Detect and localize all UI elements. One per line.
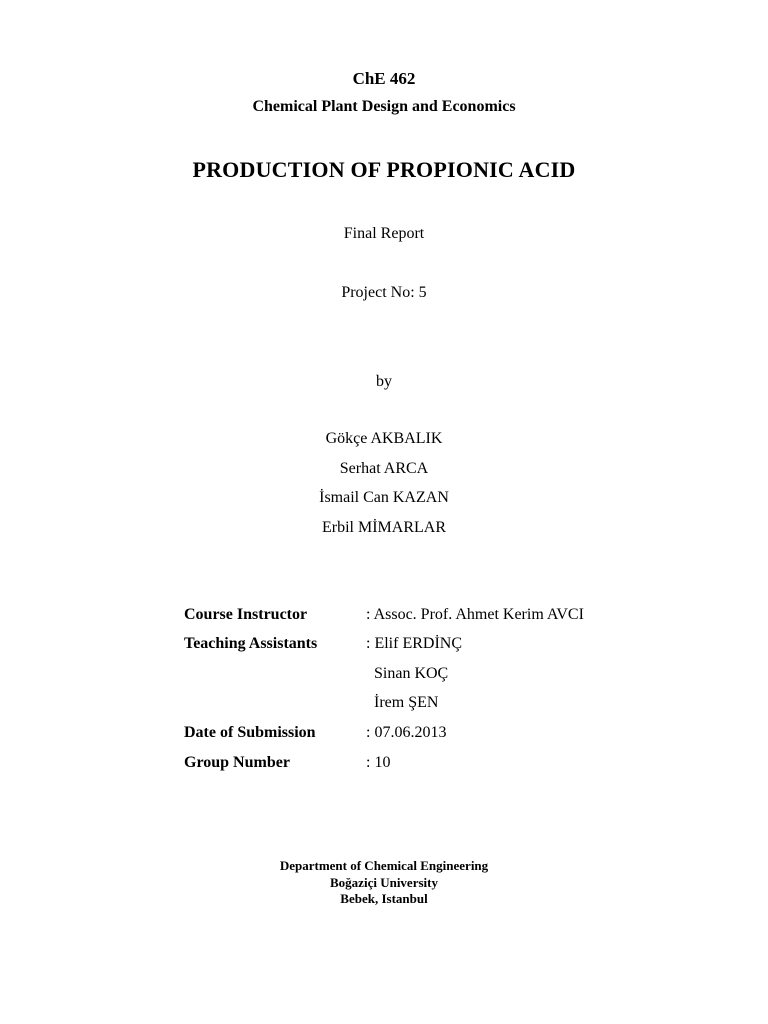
report-type: Final Report <box>343 225 425 242</box>
teaching-assistant-name: : Elif ERDİNÇ <box>366 635 462 652</box>
university-name: Boğaziçi University <box>330 875 438 890</box>
submission-date-value: : 07.06.2013 <box>366 724 447 741</box>
course-title: Chemical Plant Design and Economics <box>252 98 516 115</box>
by-label: by <box>376 373 392 390</box>
group-number-value: : 10 <box>366 754 391 771</box>
department-name: Department of Chemical Engineering <box>279 858 489 873</box>
project-number: Project No: 5 <box>341 284 427 301</box>
teaching-assistant-name: Sinan KOÇ <box>374 665 449 682</box>
author-name: Serhat ARCA <box>339 460 429 477</box>
teaching-assistant-name: İrem ŞEN <box>374 694 439 711</box>
author-name: İsmail Can KAZAN <box>319 489 449 506</box>
instructor-value: : Assoc. Prof. Ahmet Kerim AVCI <box>366 606 584 623</box>
author-name: Gökçe AKBALIK <box>325 430 443 447</box>
submission-date-label: Date of Submission <box>184 724 316 741</box>
course-code: ChE 462 <box>352 69 416 88</box>
teaching-assistants-label: Teaching Assistants <box>184 635 318 652</box>
group-number-label: Group Number <box>184 754 290 771</box>
instructor-label: Course Instructor <box>184 606 308 623</box>
author-name: Erbil MİMARLAR <box>322 519 446 536</box>
report-title: PRODUCTION OF PROPIONIC ACID <box>192 157 576 182</box>
university-location: Bebek, Istanbul <box>340 891 428 906</box>
